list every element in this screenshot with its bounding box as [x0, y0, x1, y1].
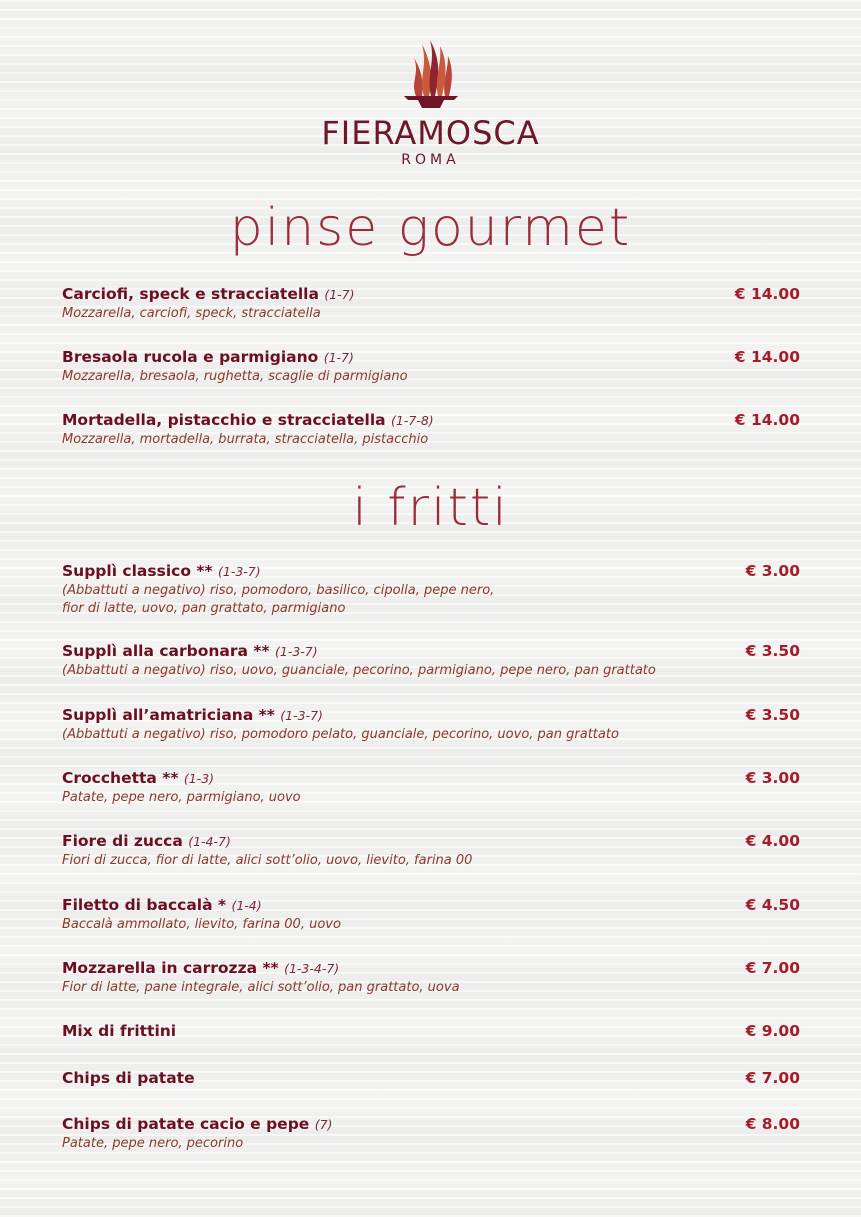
- item-price: € 8.00: [745, 1115, 800, 1133]
- item-name: Supplì alla carbonara **: [62, 642, 270, 660]
- menu-item: [62, 958, 802, 997]
- menu-item: [62, 831, 802, 870]
- item-description: Fiori di zucca, fior di latte, alici sott’olio, uovo, lievito, farina 00: [62, 853, 473, 868]
- item-price: € 3.00: [745, 562, 800, 580]
- item-allergens: (1-7): [323, 350, 354, 365]
- menu-item: [62, 641, 802, 680]
- item-price: € 4.00: [745, 832, 800, 850]
- brand-city: ROMA: [401, 152, 460, 168]
- item-name: Bresaola rucola e parmigiano: [62, 348, 319, 366]
- brand-logo: [0, 38, 861, 168]
- item-name: Chips di patate: [62, 1069, 195, 1087]
- menu-item: [62, 1068, 802, 1088]
- item-name: Carciofi, speck e stracciatella: [62, 285, 319, 303]
- item-allergens: (1-3-7): [218, 564, 261, 579]
- section-title-pinse: pinse gourmet: [229, 198, 632, 258]
- item-description: Patate, pepe nero, parmigiano, uovo: [62, 790, 301, 805]
- item-allergens: (1-3-7): [280, 708, 323, 723]
- menu-item: [62, 347, 802, 386]
- menu-item: [62, 284, 802, 323]
- menu-item: [62, 895, 802, 934]
- item-name: Fiore di zucca: [62, 832, 183, 850]
- item-name: Chips di patate cacio e pepe: [62, 1115, 310, 1133]
- item-description: Mozzarella, carciofi, speck, stracciatella: [62, 306, 321, 321]
- item-price: € 4.50: [745, 896, 800, 914]
- menu-item: [62, 1021, 802, 1041]
- item-price: € 3.50: [745, 642, 800, 660]
- item-price: € 3.00: [745, 769, 800, 787]
- item-description: Mozzarella, bresaola, rughetta, scaglie di parmigiano: [62, 369, 408, 384]
- item-description: Mozzarella, mortadella, burrata, stracciatella, pistacchio: [62, 432, 429, 447]
- item-allergens: (1-4): [231, 898, 262, 913]
- item-allergens: (1-3-4-7): [284, 961, 340, 976]
- item-name: Mix di frittini: [62, 1022, 177, 1040]
- item-allergens: (1-4-7): [188, 834, 231, 849]
- item-description: Fior di latte, pane integrale, alici sott’olio, pan grattato, uova: [62, 980, 460, 995]
- item-price: € 7.00: [745, 959, 800, 977]
- brand-name: FIERAMOSCA: [321, 114, 540, 152]
- item-allergens: (7): [314, 1117, 333, 1132]
- item-allergens: (1-7-8): [391, 413, 434, 428]
- menu-item: [62, 561, 802, 618]
- item-name: Filetto di baccalà *: [62, 896, 227, 914]
- item-price: € 9.00: [745, 1022, 800, 1040]
- item-description: Baccalà ammollato, lievito, farina 00, uovo: [62, 917, 341, 932]
- item-name: Supplì classico **: [62, 562, 213, 580]
- menu-item: [62, 410, 802, 449]
- item-allergens: (1-3-7): [275, 644, 318, 659]
- item-description: (Abbattuti a negativo) riso, pomodoro pelato, guanciale, pecorino, uovo, pan grattato: [62, 727, 619, 742]
- item-description: (Abbattuti a negativo) riso, pomodoro, basilico, cipolla, pepe nero,: [62, 583, 495, 598]
- item-description: (Abbattuti a negativo) riso, uovo, guanciale, pecorino, parmigiano, pepe nero, pan grattato: [62, 663, 656, 678]
- item-price: € 14.00: [734, 411, 800, 429]
- flame-logo-icon: [396, 38, 466, 110]
- item-allergens: (1-3): [183, 771, 215, 786]
- item-price: € 7.00: [745, 1069, 800, 1087]
- item-allergens: (1-7): [324, 287, 355, 302]
- section-title-fritti: i fritti: [352, 478, 509, 538]
- item-name: Crocchetta **: [62, 769, 179, 787]
- item-description-line2: fior di latte, uovo, pan grattato, parmigiano: [62, 601, 346, 616]
- item-price: € 3.50: [745, 706, 800, 724]
- menu-item: [62, 705, 802, 744]
- item-description: Patate, pepe nero, pecorino: [62, 1136, 244, 1151]
- menu-item: [62, 1114, 802, 1153]
- item-price: € 14.00: [734, 348, 800, 366]
- item-name: Mortadella, pistacchio e stracciatella: [62, 411, 386, 429]
- item-name: Mozzarella in carrozza **: [62, 959, 279, 977]
- item-price: € 14.00: [734, 285, 800, 303]
- item-name: Supplì all’amatriciana **: [62, 706, 275, 724]
- menu-item: [62, 768, 802, 807]
